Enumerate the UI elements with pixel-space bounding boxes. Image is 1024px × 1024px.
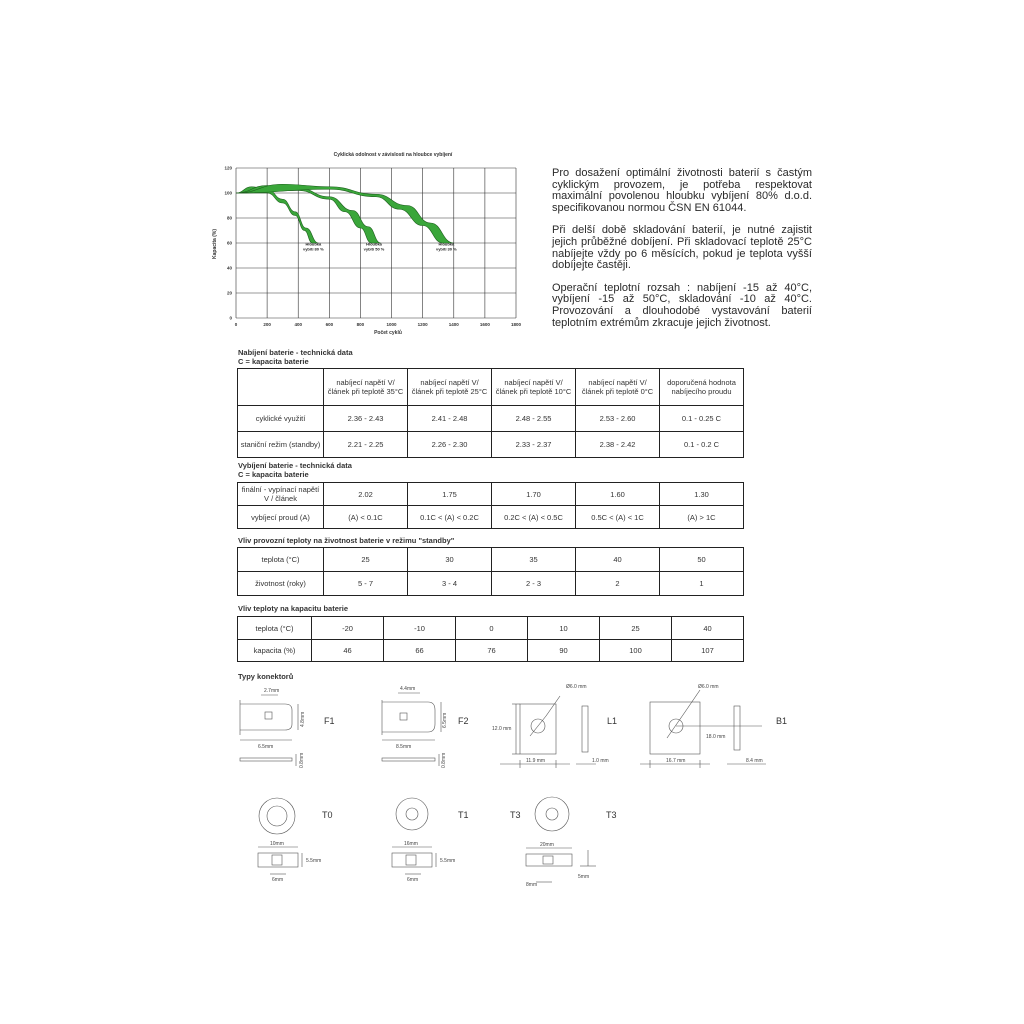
table-cell: 0.2C < (A) < 0.5C — [492, 506, 576, 529]
table-cell: 66 — [384, 640, 456, 662]
l1-dim-thick: 1.0 mm — [592, 758, 609, 764]
table-cell: 2.21 - 2.25 — [324, 432, 408, 458]
table-cell: 76 — [456, 640, 528, 662]
f2-dim-side: 6.5mm — [442, 712, 448, 728]
t0-dim-bolt: 6mm — [272, 877, 284, 883]
charging-subtitle: C = kapacita baterie — [238, 357, 309, 366]
table-cell: -20 — [312, 617, 384, 640]
b1-dim-height: 18.0 mm — [706, 734, 726, 740]
chart-y-axis-label: Kapacita (%) — [212, 228, 218, 260]
table-cell: 2.41 - 2.48 — [408, 406, 492, 432]
paragraph-storage: Při delší době skladování baterií, je nutné zajistit jejich průběžné dobíjení. Při skladovací teplotě 25°C nabíjejte vždy po 6 měsících, pokud je teplota vyšší dobíjejte častěji. — [552, 224, 812, 272]
t3-connector-drawing — [526, 797, 596, 882]
b1-dim-dia: Ø6.0 mm — [698, 684, 719, 690]
cycle-life-chart — [210, 148, 530, 340]
chart-title: Cyklická odolnost v závislosti na hloubce vybíjení — [333, 152, 453, 158]
t0-dim-height: 5.5mm — [306, 858, 322, 864]
table-header-cell: doporučená hodnota nabíjecího proudu — [660, 369, 744, 406]
table-row — [238, 506, 744, 529]
chart-x-tick-label: 600 — [325, 322, 334, 327]
table-cell: 2 — [576, 572, 660, 596]
standby-table — [237, 547, 744, 596]
paragraph-temperature: Operační teplotní rozsah : nabíjení -15 až 40°C, vybíjení -15 až 50°C, skladování -10 až 40°C. Provozování a dlouhodobé vystavování baterií teplotním extrémům zkracuje jejich životnost. — [552, 281, 812, 329]
chart-x-tick-label: 1200 — [417, 322, 428, 327]
table-cell: -10 — [384, 617, 456, 640]
table-header-cell: nabíjecí napětí V/ článek při teplotě 10°C — [492, 369, 576, 406]
table-row-label: teplota (°C) — [238, 548, 324, 572]
chart-series-area — [236, 187, 318, 243]
table-header-cell: nabíjecí napětí V/ článek při teplotě 25°C — [408, 369, 492, 406]
f2-connector-drawing — [382, 693, 441, 766]
table-cell: 1.75 — [408, 483, 492, 506]
connector-label-f2: F2 — [458, 716, 469, 726]
chart-x-tick-label: 1000 — [386, 322, 397, 327]
table-cell: 2.33 - 2.37 — [492, 432, 576, 458]
chart-series-label: Hloubka — [366, 241, 382, 247]
connector-label-l1: L1 — [607, 716, 618, 726]
table-row — [238, 617, 744, 640]
l1-dim-dia-text: Ø6.0 mm — [566, 684, 587, 690]
chart-x-tick-label: 400 — [294, 322, 302, 327]
table-row — [238, 483, 744, 506]
chart-series-label: vybití 30 % — [435, 246, 457, 252]
chart-series-label: Hloubka — [438, 241, 455, 247]
connector-drawings — [230, 680, 790, 900]
connector-label-f1: F1 — [324, 716, 335, 726]
table-cell: 2 - 3 — [492, 572, 576, 596]
table-cell: 40 — [672, 617, 744, 640]
f1-dim-width: 6.5mm — [258, 744, 274, 750]
charging-title: Nabíjení baterie - technická data — [238, 348, 353, 357]
table-cell: 1.30 — [660, 483, 744, 506]
table-cell: 2.48 - 2.55 — [492, 406, 576, 432]
chart-series-label: Hloubka — [305, 241, 322, 247]
chart-series-label: vybití 80 % — [302, 246, 324, 252]
table-cell: 2.38 - 2.42 — [576, 432, 660, 458]
table-row-label: staniční režim (standby) — [238, 432, 324, 458]
f1-dim-side: 4.8mm — [300, 711, 306, 727]
f2-dim-thick: 0.8mm — [441, 752, 447, 768]
table-cell: 46 — [312, 640, 384, 662]
table-cell: 2.36 - 2.43 — [324, 406, 408, 432]
connector-label-t3-left: T3 — [510, 810, 521, 820]
chart-series-label: vybití 50 % — [363, 246, 385, 252]
l1-connector-drawing — [500, 696, 596, 768]
chart-x-axis-label: Počet cyklů — [374, 330, 402, 336]
l1-dim-height: 12.0 mm — [492, 726, 512, 732]
table-cell: 0.1 - 0.2 C — [660, 432, 744, 458]
table-row-label: životnost (roky) — [238, 572, 324, 596]
charging-table — [237, 368, 744, 458]
chart-y-tick-label: 80 — [226, 215, 232, 221]
table-cell: 10 — [528, 617, 600, 640]
table-cell: 25 — [600, 617, 672, 640]
table-row-label: kapacita (%) — [238, 640, 312, 662]
table-cell: 25 — [324, 548, 408, 572]
table-cell: 40 — [576, 548, 660, 572]
chart-x-tick-label: 1600 — [479, 322, 490, 327]
chart-x-tick-label: 800 — [356, 322, 365, 327]
chart-y-tick-label: 60 — [226, 240, 232, 246]
table-cell: 107 — [672, 640, 744, 662]
t0-dim-width: 10mm — [270, 841, 284, 847]
table-row-label: cyklické využití — [238, 406, 324, 432]
t0-connector-drawing — [258, 798, 302, 874]
l1-dim-width: 11.9 mm — [526, 758, 546, 764]
table-row-label: finální - vypínací napětí V / článek — [238, 483, 324, 506]
table-header-cell: nabíjecí napětí V/ článek při teplotě 0°C — [576, 369, 660, 406]
connector-label-t3-right: T3 — [606, 810, 617, 820]
table-cell: (A) > 1C — [660, 506, 744, 529]
connector-label-b1: B1 — [776, 716, 788, 726]
chart-y-tick-label: 100 — [224, 190, 232, 196]
t1-dim-bolt: 6mm — [407, 877, 419, 883]
standby-title: Vliv provozní teploty na životnost baterie v režimu "standby" — [238, 536, 455, 545]
table-row — [238, 572, 744, 596]
f1-connector-drawing — [240, 695, 298, 766]
table-cell — [238, 369, 324, 406]
chart-y-tick-label: 120 — [224, 165, 232, 171]
t1-dim-width: 16mm — [404, 841, 418, 847]
table-cell: 3 - 4 — [408, 572, 492, 596]
table-row — [238, 548, 744, 572]
table-cell: 1 — [660, 572, 744, 596]
table-row — [238, 432, 744, 458]
paragraph-cycle-depth: Pro dosažení optimální životnosti baterií s častým cyklickým provozem, je potřeba respektovat maximální povolenou hloubku vybíjení 80% d.o.d. specifikovanou normou ČSN EN 61044. — [552, 167, 812, 214]
table-header-cell: nabíjecí napětí V/ článek při teplotě 35°C — [324, 369, 408, 406]
chart-y-tick-label: 20 — [226, 290, 232, 296]
table-cell: 1.70 — [492, 483, 576, 506]
table-cell: 2.53 - 2.60 — [576, 406, 660, 432]
chart-y-tick-label: 40 — [226, 265, 232, 271]
table-row-label: vybíjecí proud (A) — [238, 506, 324, 529]
b1-connector-drawing — [640, 690, 766, 768]
table-cell: (A) < 0.1C — [324, 506, 408, 529]
discharge-section-title — [238, 461, 352, 479]
t3-dim-height: 5mm — [578, 874, 590, 880]
capacity-title: Vliv teploty na kapacitu baterie — [238, 604, 349, 613]
discharge-table — [237, 482, 744, 529]
table-cell: 0.1 - 0.25 C — [660, 406, 744, 432]
chart-x-tick-label: 0 — [234, 322, 238, 327]
table-cell: 100 — [600, 640, 672, 662]
table-row — [238, 406, 744, 432]
table-row — [238, 369, 744, 406]
table-row-label: teplota (°C) — [238, 617, 312, 640]
chart-x-tick-label: 200 — [263, 322, 271, 327]
connectors-title: Typy konektorů — [238, 672, 294, 681]
info-paragraphs — [552, 168, 812, 340]
charging-section-title — [238, 348, 353, 366]
f1-dim-top: 2.7mm — [264, 688, 280, 694]
table-cell: 0.5C < (A) < 1C — [576, 506, 660, 529]
table-cell: 35 — [492, 548, 576, 572]
chart-y-tick-label: 0 — [229, 315, 232, 321]
chart-x-tick-label: 1800 — [510, 322, 522, 327]
capacity-table — [237, 616, 744, 662]
f2-dim-top: 4.4mm — [400, 686, 416, 692]
table-cell: 0.1C < (A) < 0.2C — [408, 506, 492, 529]
table-cell: 0 — [456, 617, 528, 640]
table-cell: 30 — [408, 548, 492, 572]
connector-label-t1: T1 — [458, 810, 469, 820]
table-cell: 2.26 - 2.30 — [408, 432, 492, 458]
table-cell: 2.02 — [324, 483, 408, 506]
b1-dim-width: 16.7 mm — [666, 758, 686, 764]
f2-dim-width: 8.5mm — [396, 744, 412, 750]
standby-section-title — [238, 536, 454, 545]
discharge-subtitle: C = kapacita baterie — [238, 470, 309, 479]
table-row — [238, 640, 744, 662]
table-cell: 50 — [660, 548, 744, 572]
t1-dim-height: 5.5mm — [440, 858, 456, 864]
table-cell: 1.60 — [576, 483, 660, 506]
capacity-section-title — [238, 604, 348, 613]
b1-dim-thick: 8.4 mm — [746, 758, 763, 764]
discharge-title: Vybíjení baterie - technická data — [238, 461, 352, 470]
connector-label-t0: T0 — [322, 810, 333, 820]
chart-x-tick-label: 1400 — [448, 322, 459, 327]
t3-dim-width: 20mm — [540, 842, 554, 848]
t1-connector-drawing — [392, 798, 436, 874]
table-cell: 90 — [528, 640, 600, 662]
t3-dim-bolt: 8mm — [526, 882, 538, 888]
f1-dim-thick: 0.8mm — [299, 752, 305, 768]
table-cell: 5 - 7 — [324, 572, 408, 596]
